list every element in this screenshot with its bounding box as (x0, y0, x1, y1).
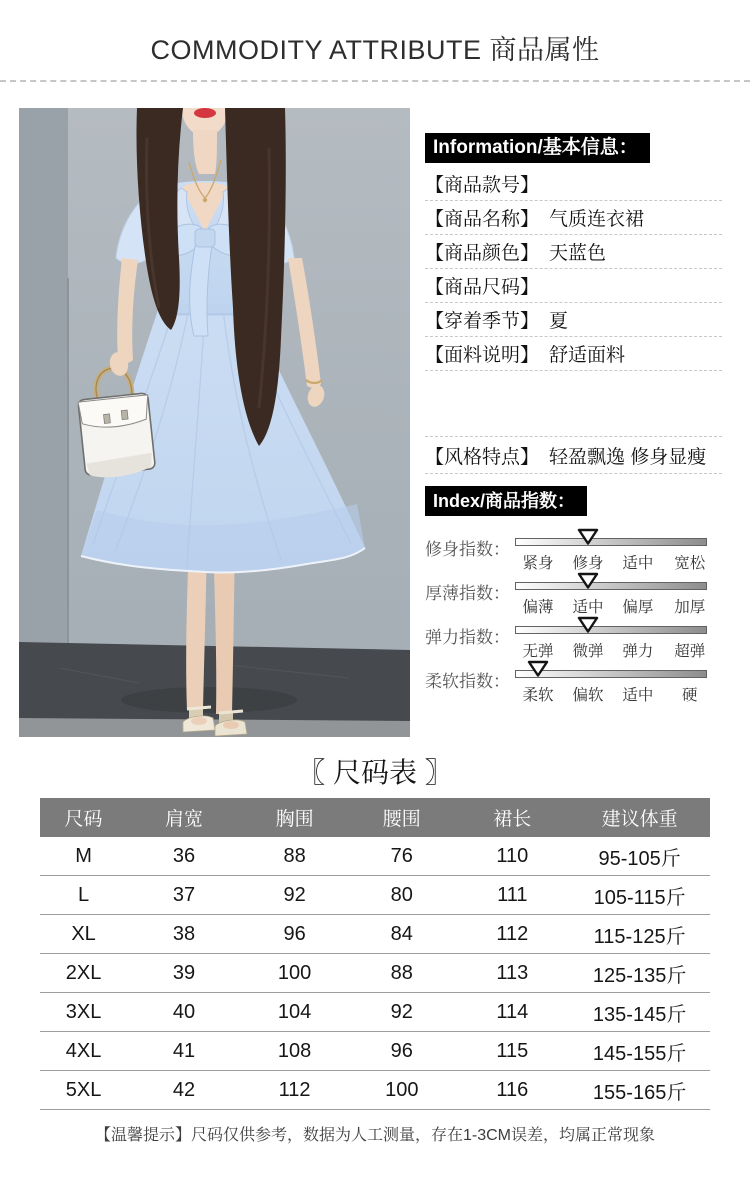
size-chart-cell: 104 (241, 993, 348, 1032)
index-sliders (425, 525, 722, 704)
size-chart-cell: XL (40, 915, 127, 954)
slider-option-label: 偏薄 (522, 599, 554, 616)
info-row (425, 269, 722, 303)
size-chart-row (40, 993, 710, 1032)
size-chart-row (40, 954, 710, 993)
size-chart-column-header: 裙长 (455, 798, 569, 837)
index-section-label: Index/商品指数： (425, 486, 587, 516)
slider-marker-icon (577, 616, 599, 633)
size-chart-cell: 5XL (40, 1071, 127, 1110)
size-chart-column-header: 腰围 (348, 798, 455, 837)
size-chart-cell: 41 (127, 1032, 241, 1071)
slider-title: 修身指数： (425, 540, 510, 559)
style-feature-row (425, 436, 722, 474)
slider-option-label: 适中 (572, 599, 604, 616)
slider-option-label: 超弹 (674, 643, 706, 660)
size-chart-row (40, 1032, 710, 1071)
size-chart-column-header: 肩宽 (127, 798, 241, 837)
size-chart-cell: 92 (348, 993, 455, 1032)
slider-option-label: 硬 (681, 687, 698, 704)
size-chart-cell: 115 (455, 1032, 569, 1071)
size-chart-cell: 96 (348, 1032, 455, 1071)
size-chart-cell: 96 (241, 915, 348, 954)
size-chart-cell: 100 (241, 954, 348, 993)
info-panel (425, 133, 722, 704)
slider-marker-icon (577, 572, 599, 589)
size-chart-cell: 155-165斤 (569, 1071, 710, 1110)
size-chart-column-header: 建议体重 (569, 798, 710, 837)
slider-bar (515, 582, 707, 590)
size-chart-cell: 110 (455, 837, 569, 876)
index-slider-row (425, 657, 722, 704)
slider-track (515, 569, 707, 616)
info-section-label: Information/基本信息： (425, 133, 650, 163)
size-chart-cell: 37 (127, 876, 241, 915)
size-chart-column-header: 胸围 (241, 798, 348, 837)
index-slider-row (425, 569, 722, 616)
info-row-label: 【面料说明】 (425, 345, 540, 366)
slider-title: 柔软指数： (425, 672, 510, 691)
size-chart-table (40, 798, 710, 1110)
slider-option-label: 加厚 (674, 599, 706, 616)
slider-option-label: 偏厚 (622, 599, 654, 616)
size-chart-row (40, 915, 710, 954)
slider-track (515, 657, 707, 704)
slider-marker-icon (577, 528, 599, 545)
size-chart-cell: 39 (127, 954, 241, 993)
size-chart-cell: 145-155斤 (569, 1032, 710, 1071)
index-slider-row (425, 613, 722, 660)
size-chart-row (40, 876, 710, 915)
size-chart-cell: 113 (455, 954, 569, 993)
info-rows (425, 167, 722, 371)
size-chart-cell: 116 (455, 1071, 569, 1110)
size-chart-cell: 100 (348, 1071, 455, 1110)
size-chart-cell: 111 (455, 876, 569, 915)
slider-option-label: 修身 (572, 555, 604, 572)
size-chart-cell: 3XL (40, 993, 127, 1032)
info-row-label: 【商品名称】 (425, 209, 540, 230)
size-chart-cell: 4XL (40, 1032, 127, 1071)
info-row (425, 201, 722, 235)
page-title: COMMODITY ATTRIBUTE 商品属性 (150, 35, 600, 65)
size-chart-row (40, 1071, 710, 1110)
size-chart-cell: M (40, 837, 127, 876)
product-photo (19, 108, 410, 737)
slider-marker-icon (527, 660, 549, 677)
slider-option-label: 宽松 (674, 555, 706, 572)
style-feature-label: 【风格特点】 (425, 446, 540, 468)
size-chart-cell: 108 (241, 1032, 348, 1071)
size-chart-cell: 135-145斤 (569, 993, 710, 1032)
info-row-value: 气质连衣裙 (549, 209, 645, 230)
slider-title: 厚薄指数： (425, 584, 510, 603)
size-chart-cell: 92 (241, 876, 348, 915)
info-row-value: 天蓝色 (549, 243, 607, 264)
model-illustration (19, 108, 410, 737)
slider-option-label: 适中 (622, 687, 654, 704)
info-row-label: 【商品款号】 (425, 175, 540, 196)
size-chart-cell: 36 (127, 837, 241, 876)
slider-bar (515, 626, 707, 634)
style-feature-value: 轻盈飘逸 修身显瘦 (549, 446, 707, 468)
size-chart-cell: 76 (348, 837, 455, 876)
index-section (425, 486, 722, 704)
size-chart-cell: 115-125斤 (569, 915, 710, 954)
slider-track (515, 525, 707, 572)
slider-option-label: 适中 (622, 555, 654, 572)
size-chart-cell: 84 (348, 915, 455, 954)
slider-option-label: 柔软 (522, 687, 554, 704)
size-chart-cell: 95-105斤 (569, 837, 710, 876)
size-note: 【温馨提示】尺码仅供参考，数据为人工测量，存在1-3CM误差，均属正常现象 (94, 1127, 655, 1144)
info-row (425, 167, 722, 201)
size-chart-row (40, 837, 710, 876)
size-chart-cell: 114 (455, 993, 569, 1032)
slider-option-label: 无弹 (522, 643, 554, 660)
info-row-label: 【商品尺码】 (425, 277, 540, 298)
size-chart-cell: L (40, 876, 127, 915)
size-chart-cell: 112 (241, 1071, 348, 1110)
info-row-value: 夏 (549, 311, 569, 332)
slider-option-label: 弹力 (622, 643, 654, 660)
size-chart-cell: 112 (455, 915, 569, 954)
size-chart-header-row (40, 798, 710, 837)
size-chart-cell: 80 (348, 876, 455, 915)
slider-bar (515, 538, 707, 546)
slider-option-label: 紧身 (522, 555, 554, 572)
slider-track (515, 613, 707, 660)
header-divider (0, 80, 750, 82)
info-row-label: 【商品颜色】 (425, 243, 540, 264)
size-chart-cell: 38 (127, 915, 241, 954)
size-chart-cell: 88 (348, 954, 455, 993)
size-chart-cell: 2XL (40, 954, 127, 993)
size-chart-column-header: 尺码 (40, 798, 127, 837)
info-row (425, 303, 722, 337)
size-chart-title: 〖 尺码表 〗 (297, 757, 453, 788)
size-chart-cell: 125-135斤 (569, 954, 710, 993)
size-chart-cell: 42 (127, 1071, 241, 1110)
size-chart-cell: 40 (127, 993, 241, 1032)
info-row (425, 235, 722, 269)
size-chart-cell: 105-115斤 (569, 876, 710, 915)
info-row (425, 337, 722, 371)
slider-title: 弹力指数： (425, 628, 510, 647)
slider-option-label: 偏软 (572, 687, 604, 704)
info-row-value: 舒适面料 (549, 345, 626, 366)
slider-option-label: 微弹 (572, 643, 604, 660)
size-chart-cell: 88 (241, 837, 348, 876)
index-slider-row (425, 525, 722, 572)
info-row-label: 【穿着季节】 (425, 311, 540, 332)
